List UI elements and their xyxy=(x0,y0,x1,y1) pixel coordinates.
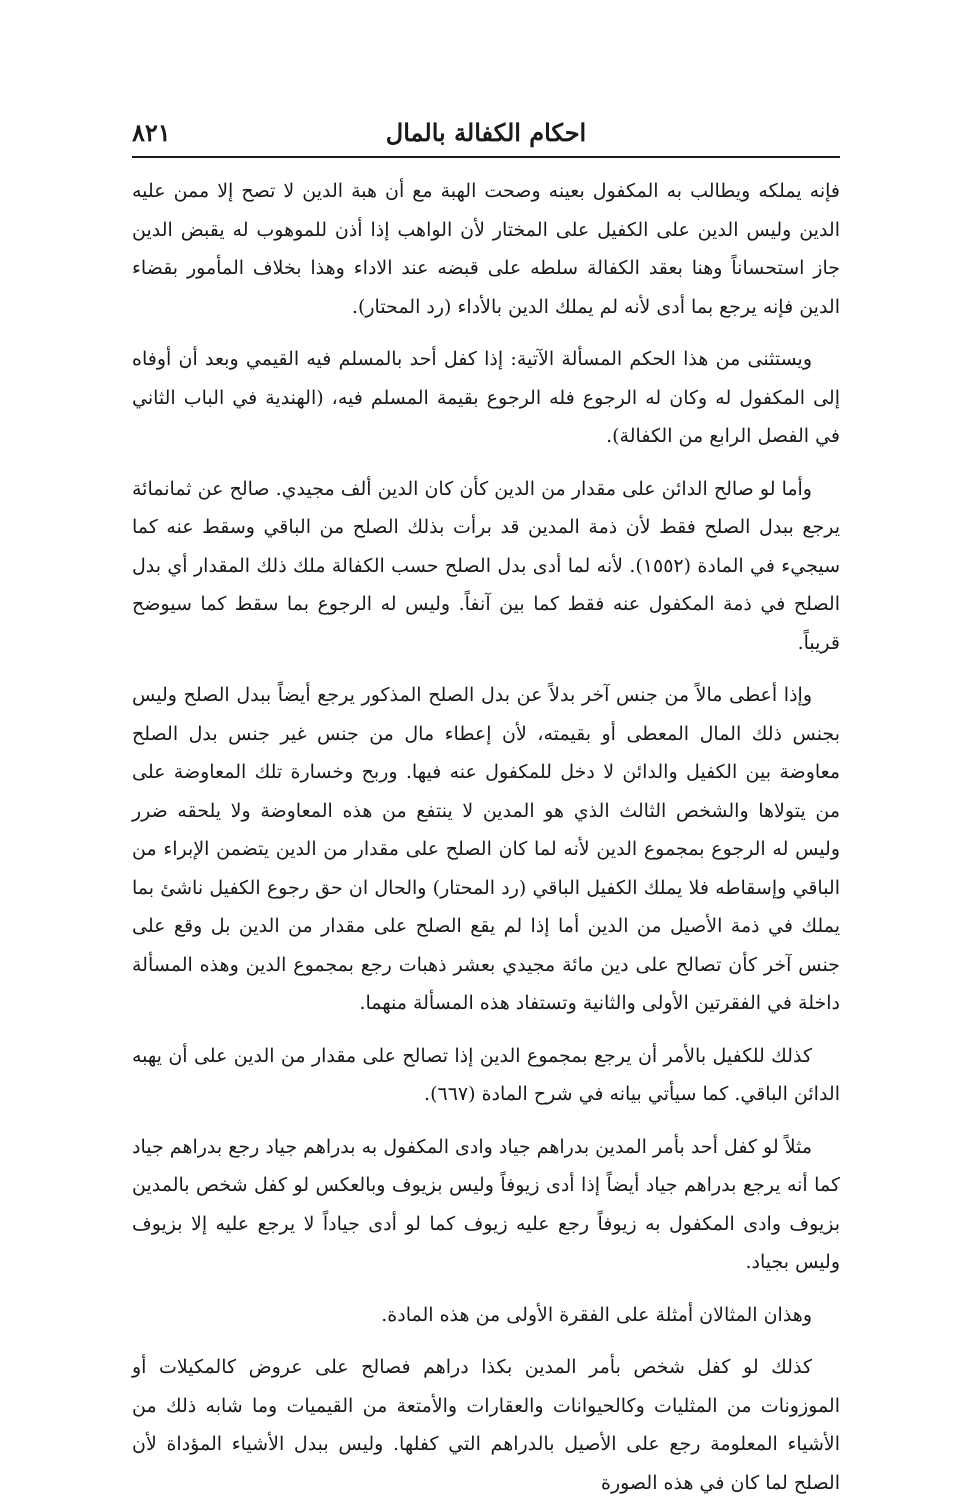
page-header xyxy=(132,112,840,158)
body-text xyxy=(132,172,840,1502)
paragraph-6: مثلاً لو كفل أحد بأمر المدين بدراهم جياد وادى المكفول به بدراهم جياد رجع بدراهم جياد كما أنه يرجع بدراهم جياد أيضاً إذا أدى زيوفاً وليس بزيوف وبالعكس لو كفل شخص بالمدين بزيوف وادى المكفول به زيوفاً رجع عليه زيوف كما لو أدى جياداً لا يرجع عليه إلا بزيوف وليس بجياد. xyxy=(132,1135,840,1273)
paragraph-2: ويستثنى من هذا الحكم المسألة الآتية: إذا كفل أحد بالمسلم فيه القيمي وبعد أن أوفاه إلى المكفول له وكان له الرجوع فله الرجوع بقيمة المسلم فيه، (الهندية في الباب الثاني في الفصل الرابع من الكفالة). xyxy=(132,348,840,447)
paragraph-4: وإذا أعطى مالاً من جنس آخر بدلاً عن بدل الصلح المذكور يرجع أيضاً ببدل الصلح وليس بجنس ذلك المال المعطى أو بقيمته، لأن إعطاء مال من جنس غير جنس بدل الصلح معاوضة بين الكفيل والدائن لا دخل للمكفول عنه فيها. وربح وخسارة تلك المعاوضة على من يتولاها والشخص الثالث الذي هو المدين لا ينتفع من هذه المعاوضة ولا يلحقه ضرر وليس له الرجوع بمجموع الدين لأنه لما كان الصلح على مقدار من الدين يتضمن الإبراء من الباقي وإسقاطه فلا يملك الكفيل الباقي (رد المحتار) والحال ان حق رجوع الكفيل ناشئ بما يملك في ذمة الأصيل من الدين أما إذا لم يقع الصلح على مقدار من الدين بل وقع على جنس آخر كأن تصالح على دين مائة مجيدي بعشر ذهبات رجع بمجموع الدين وهذه المسألة داخلة في الفقرتين الأولى والثانية وتستفاد هذه المسألة منهما. xyxy=(132,684,840,1014)
page-number: ٨٢١ xyxy=(132,118,171,147)
paragraph-1: فإنه يملكه ويطالب به المكفول بعينه وصحت الهبة مع أن هبة الدين لا تصح إلا ممن عليه الدين وليس الدين على الكفيل على المختار لأن الواهب إذا أذن للموهوب له يقبض الدين جاز استحساناً وهنا بعقد الكفالة سلطه على قبضه عند الاداء وهذا بخلاف المأمور بقضاء الدين فإنه يرجع بما أدى لأنه لم يملك الدين بالأداء (رد المحتار). xyxy=(132,180,840,318)
book-page xyxy=(132,112,840,1494)
paragraph-8: كذلك لو كفل شخص بأمر المدين بكذا دراهم فصالح على عروض كالمكيلات أو الموزونات من المثليات وكالحيوانات والعقارات والأمتعة من القيميات وما شابه ذلك من الأشياء المعلومة رجع على الأصيل بالدراهم التي كفلها. وليس ببدل الأشياء المؤداة لأن الصلح لما كان في هذه الصورة xyxy=(132,1356,840,1494)
paragraph-5: كذلك للكفيل بالأمر أن يرجع بمجموع الدين إذا تصالح على مقدار من الدين على أن يهبه الدائن الباقي. كما سيأتي بيانه في شرح المادة (٦٦٧). xyxy=(132,1044,840,1105)
paragraph-3: وأما لو صالح الدائن على مقدار من الدين كأن كان الدين ألف مجيدي. صالح عن ثمانمائة يرجع ببدل الصلح فقط لأن ذمة المدين قد برأت بذلك الصلح من الباقي وسقط عنه كما سيجيء في المادة (١٥٥٢). لأنه لما أدى بدل الصلح حسب الكفالة ملك ذلك المقدار أي بدل الصلح في ذمة المكفول عنه فقط كما بين آنفاً. وليس له الرجوع بما سقط كما سيوضح قريباً. xyxy=(132,477,840,654)
paragraph-7: وهذان المثالان أمثلة على الفقرة الأولى من هذه المادة. xyxy=(381,1303,812,1326)
running-title: احكام الكفالة بالمال xyxy=(385,118,587,147)
